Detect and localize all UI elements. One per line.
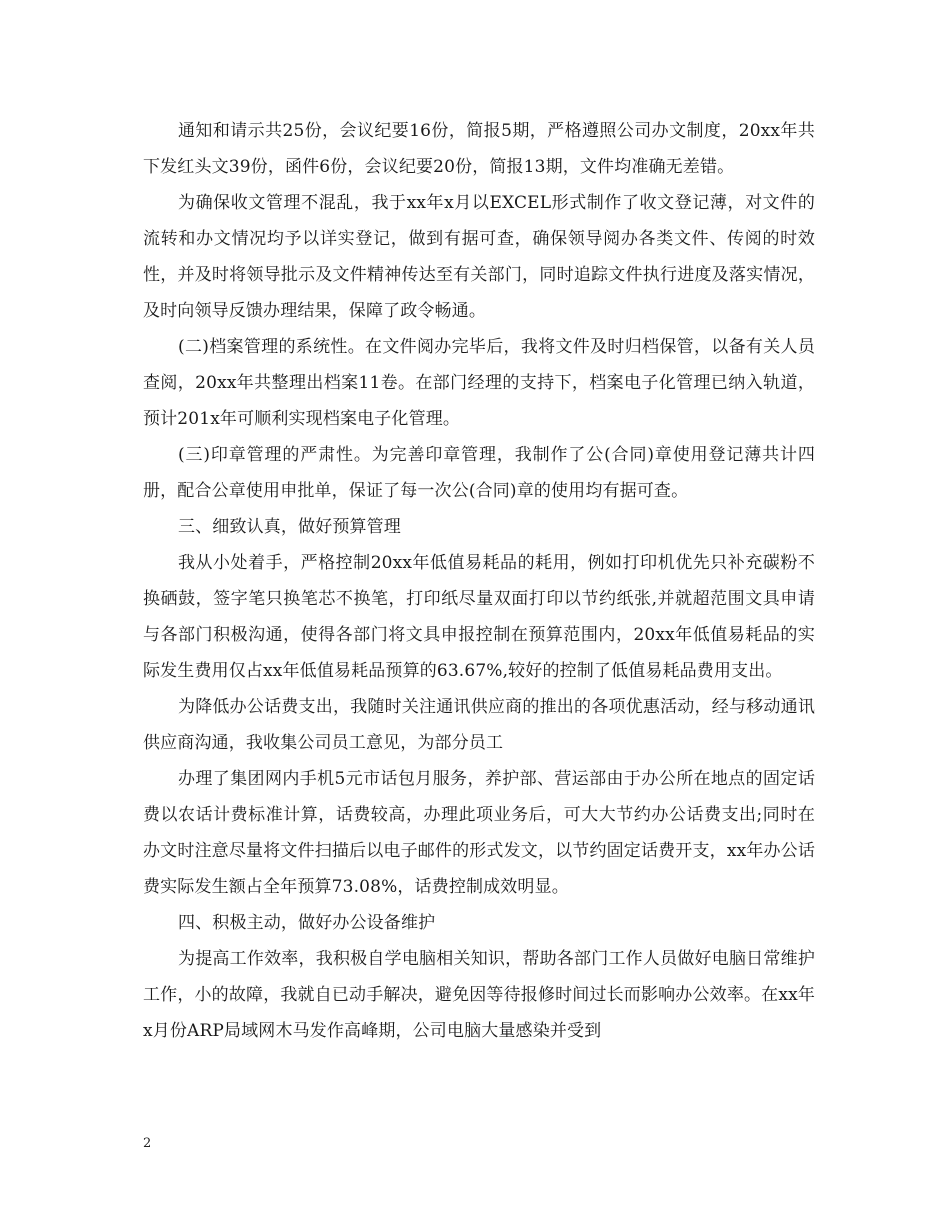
section-heading-4: 四、积极主动，做好办公设备维护 bbox=[178, 913, 436, 933]
paragraph-1: 通知和请示共25份，会议纪要16份，简报5期，严格遵照公司办文制度，20xx年共下发红头文39份，函件6份，会议纪要20份，简报13期，文件均准确无差错。 bbox=[143, 121, 815, 177]
section-heading-3: 三、细致认真，做好预算管理 bbox=[178, 517, 401, 537]
paragraph-4: (三)印章管理的严肃性。为完善印章管理，我制作了公(合同)章使用登记薄共计四册，配合公章使用申批单，保证了每一次公(合同)章的使用均有据可查。 bbox=[143, 445, 815, 501]
paragraph-6: 为降低办公话费支出，我随时关注通讯供应商的推出的各项优惠活动，经与移动通讯供应商沟通，我收集公司员工意见，为部分员工 bbox=[143, 697, 815, 753]
paragraph-7: 办理了集团网内手机5元市话包月服务，养护部、营运部由于办公所在地点的固定话费以农话计费标准计算，话费较高，办理此项业务后，可大大节约办公话费支出;同时在办文时注意尽量将文件扫描后以电子邮件的形式发文，以节约固定话费开支，xx年办公话费实际发生额占全年预算73.08%，话费控制成效明显。 bbox=[143, 769, 815, 897]
page-number: 2 bbox=[143, 1136, 152, 1151]
document-body bbox=[143, 113, 815, 1049]
paragraph-5: 我从小处着手，严格控制20xx年低值易耗品的耗用，例如打印机优先只补充碳粉不换硒鼓，签字笔只换笔芯不换笔，打印纸尽量双面打印以节约纸张,并就超范围文具申请与各部门积极沟通，使得各部门将文具申报控制在预算范围内，20xx年低值易耗品的实际发生费用仅占xx年低值易耗品预算的63.67%,较好的控制了低值易耗品费用支出。 bbox=[143, 553, 815, 681]
paragraph-8: 为提高工作效率，我积极自学电脑相关知识，帮助各部门工作人员做好电脑日常维护工作，小的故障，我就自已动手解决，避免因等待报修时间过长而影响办公效率。在xx年x月份ARP局域网木马发作高峰期，公司电脑大量感染并受到 bbox=[143, 949, 815, 1041]
paragraph-2: 为确保收文管理不混乱，我于xx年x月以EXCEL形式制作了收文登记薄，对文件的流转和办文情况均予以详实登记，做到有据可查，确保领导阅办各类文件、传阅的时效性，并及时将领导批示及文件精神传达至有关部门，同时追踪文件执行进度及落实情况，及时向领导反馈办理结果，保障了政令畅通。 bbox=[143, 193, 815, 321]
paragraph-3: (二)档案管理的系统性。在文件阅办完毕后，我将文件及时归档保管，以备有关人员查阅，20xx年共整理出档案11卷。在部门经理的支持下，档案电子化管理已纳入轨道，预计201x年可顺利实现档案电子化管理。 bbox=[143, 337, 815, 429]
